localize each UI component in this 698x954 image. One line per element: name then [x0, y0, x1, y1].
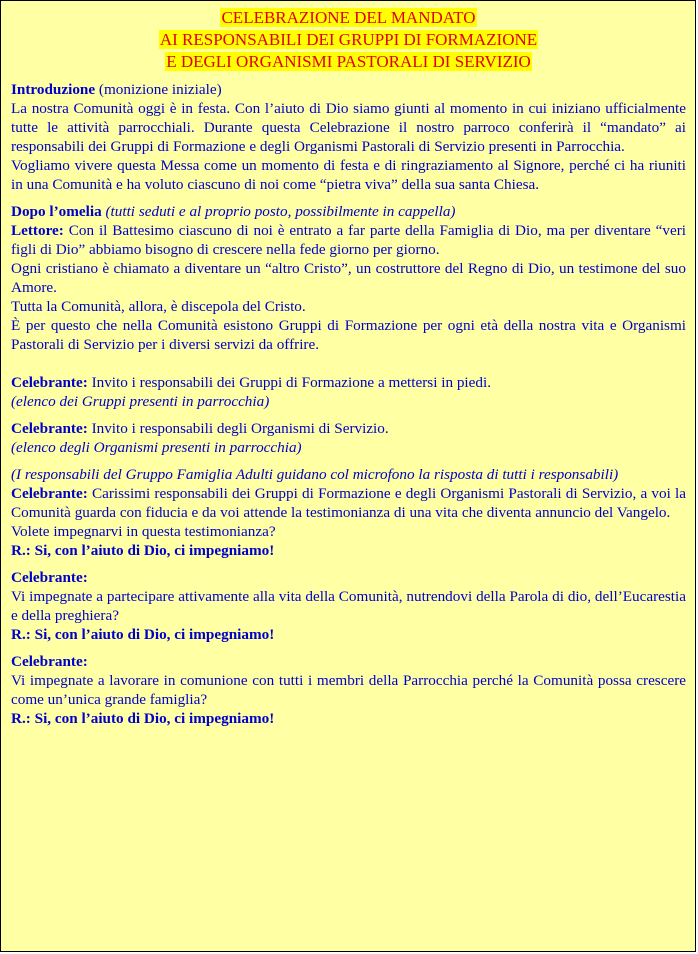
section-invito-organismi	[11, 419, 686, 457]
invito-gruppi-note	[11, 392, 686, 411]
introduzione-label: Introduzione	[11, 81, 96, 98]
celebrante-label: Celebrante:	[11, 420, 88, 437]
section-dopo-omelia	[11, 202, 686, 354]
domanda-1-text	[11, 484, 686, 522]
invito-organismi-note	[11, 438, 686, 457]
domanda-1-body: Carissimi responsabili dei Gruppi di Formazione e degli Organismi Pastorali di Servizio, a voi la Comunità guarda con fiducia e da voi attende la testimonianza di una vita che diventa annuncio del Vangelo.	[11, 485, 686, 521]
celebrante-label: Celebrante:	[11, 569, 88, 586]
celebrante-label: Celebrante:	[11, 653, 88, 670]
omelia-paragraph-2: Ogni cristiano è chiamato a diventare un “altro Cristo”, un costruttore del Regno di Dio, un testimone del suo Amore.	[11, 260, 686, 296]
response-text: R.: Si, con l’aiuto di Dio, ci impegniamo!	[11, 710, 275, 727]
title-line-1: CELEBRAZIONE DEL MANDATO	[221, 8, 476, 27]
domanda-1-question: Volete impegnarvi in questa testimonianza?	[11, 523, 276, 540]
introduzione-heading	[11, 80, 686, 99]
domanda-3-label	[11, 652, 686, 671]
section-domanda-1	[11, 465, 686, 560]
document-title	[11, 7, 686, 73]
title-line-2: AI RESPONSABILI DEI GRUPPI DI FORMAZIONE	[159, 30, 538, 49]
celebrante-label: Celebrante:	[11, 485, 88, 502]
domanda-2-response	[11, 625, 686, 644]
introduzione-note: (monizione iniziale)	[95, 81, 222, 98]
domanda-2-text: Vi impegnate a partecipare attivamente alla vita della Comunità, nutrendovi della Parola di dio, dell’Eucarestia e della preghiera?	[11, 588, 686, 624]
celebrante-label: Celebrante:	[11, 374, 88, 391]
invito-organismi-note-text: (elenco degli Organismi presenti in parrocchia)	[11, 439, 302, 456]
domanda-2-label	[11, 568, 686, 587]
response-text: R.: Si, con l’aiuto di Dio, ci impegniamo!	[11, 542, 275, 559]
introduzione-paragraph-1: La nostra Comunità oggi è in festa. Con l’aiuto di Dio siamo giunti al momento in cui iniziano ufficialmente tutte le attività parrocchiali. Durante questa Celebrazione il nostro parroco conferirà il “mandato” ai responsabili dei Gruppi di Formazione e degli Organismi Pastorali di Servizio presenti in Parrocchia.	[11, 100, 686, 155]
introduzione-paragraph-2: Vogliamo vivere questa Messa come un momento di festa e di ringraziamento al Signore, perché ci ha riuniti in una Comunità e ha voluto ciascuno di noi come “pietra viva” della sua santa Chiesa.	[11, 157, 686, 193]
section-domanda-2	[11, 568, 686, 644]
invito-organismi-text: Invito i responsabili degli Organismi di Servizio.	[87, 420, 389, 437]
domanda-3-response	[11, 709, 686, 728]
omelia-heading	[11, 202, 686, 221]
domanda-3-text: Vi impegnate a lavorare in comunione con tutti i membri della Parrocchia perché la Comunità possa crescere come un’unica grande famiglia?	[11, 672, 686, 708]
invito-gruppi-text: Invito i responsabili dei Gruppi di Formazione a mettersi in piedi.	[87, 374, 491, 391]
response-text: R.: Si, con l’aiuto di Dio, ci impegniamo!	[11, 626, 275, 643]
lettore-label: Lettore:	[11, 222, 64, 239]
domanda-1-note	[11, 465, 686, 484]
omelia-label: Dopo l’omelia	[11, 203, 102, 220]
lettore-text: Con il Battesimo ciascuno di noi è entrato a far parte della Famiglia di Dio, ma per diventare “veri figli di Dio” abbiamo bisogno di crescere nella fede giorno per giorno.	[11, 222, 686, 258]
section-introduzione	[11, 80, 686, 194]
omelia-paragraph-4: È per questo che nella Comunità esistono Gruppi di Formazione per ogni età della nostra vita e Organismi Pastorali di Servizio per i diversi servizi da offrire.	[11, 317, 686, 353]
title-line-3: E DEGLI ORGANISMI PASTORALI DI SERVIZIO	[166, 52, 531, 71]
domanda-1-note-text: (I responsabili del Gruppo Famiglia Adulti guidano col microfono la risposta di tutti i responsabili)	[11, 466, 619, 483]
document-content	[11, 7, 686, 728]
omelia-note: (tutti seduti e al proprio posto, possibilmente in cappella)	[101, 203, 456, 220]
invito-organismi-line	[11, 419, 686, 438]
domanda-1-response	[11, 541, 686, 560]
section-invito-gruppi	[11, 373, 686, 411]
invito-gruppi-note-text: (elenco dei Gruppi presenti in parrocchia)	[11, 393, 270, 410]
omelia-paragraph-3: Tutta la Comunità, allora, è discepola del Cristo.	[11, 298, 306, 315]
invito-gruppi-line	[11, 373, 686, 392]
lettore-paragraph	[11, 221, 686, 259]
section-domanda-3	[11, 652, 686, 728]
